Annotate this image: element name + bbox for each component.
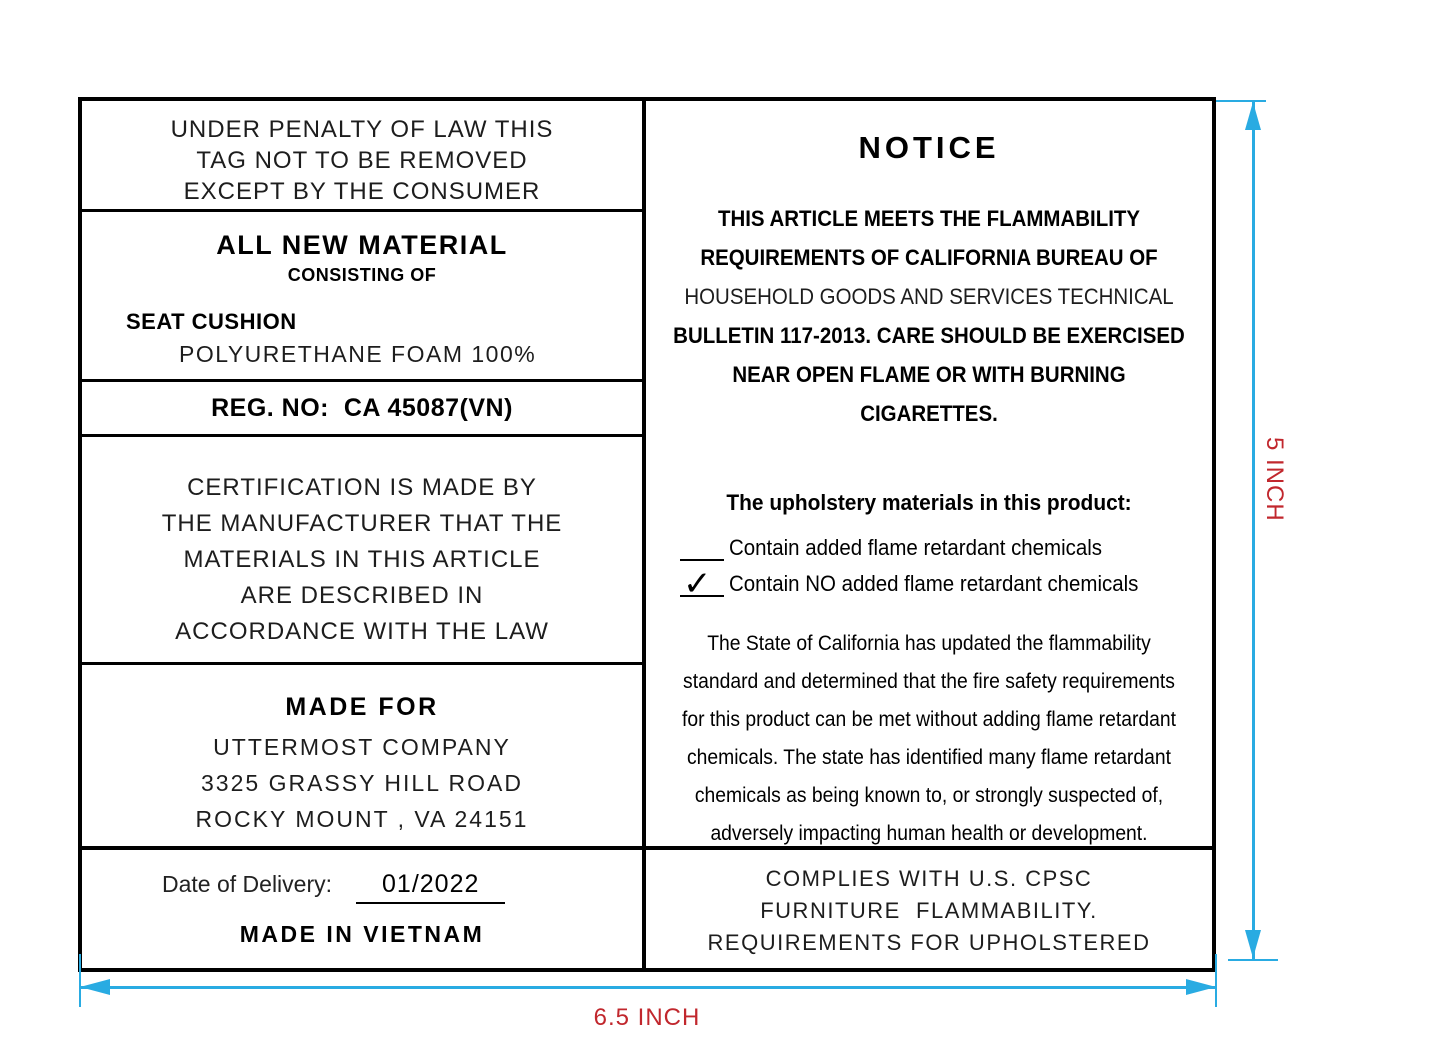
registration-section xyxy=(82,382,642,437)
left-arrow-icon xyxy=(80,979,110,995)
california-update-paragraph xyxy=(646,625,1212,853)
checkbox-blank-line xyxy=(680,564,724,604)
flammability-line: THIS ARTICLE MEETS THE FLAMMABILITY xyxy=(717,206,1141,231)
cpsc-line: FURNITURE FLAMMABILITY. xyxy=(760,898,1098,923)
upholstery-option-no-flame-retardant xyxy=(680,564,1212,604)
state-line: for this product can be met without adding flame retardant xyxy=(681,708,1177,731)
upholstery-heading: The upholstery materials in this product: xyxy=(726,490,1132,515)
certification-line: ARE DESCRIBED IN xyxy=(240,582,484,609)
delivery-date-value: 01/2022 xyxy=(356,870,505,904)
flammability-line: BULLETIN 117-2013. CARE SHOULD BE EXERCISED xyxy=(673,323,1185,348)
upholstery-option-label: Contain NO added flame retardant chemicals xyxy=(729,571,1139,596)
height-dimension-label: 5 INCH xyxy=(1261,437,1288,522)
made-for-heading: MADE FOR xyxy=(285,693,439,721)
state-line: The State of California has updated the flammability xyxy=(707,632,1151,655)
cpsc-line: COMPLIES WITH U.S. CPSC xyxy=(765,866,1093,891)
notice-section xyxy=(646,101,1212,850)
flammability-line: HOUSEHOLD GOODS AND SERVICES TECHNICAL xyxy=(684,284,1174,309)
right-arrow-icon xyxy=(1186,979,1216,995)
upholstery-option-flame-retardant xyxy=(680,532,1212,561)
material-content: POLYURETHANE FOAM 100% xyxy=(179,341,537,367)
up-arrow-icon xyxy=(1245,102,1261,130)
certification-line: THE MANUFACTURER THAT THE xyxy=(161,510,563,537)
state-line: chemicals as being known to, or strongly suspected of, xyxy=(694,784,1164,807)
state-line: chemicals. The state has identified many flame retardant xyxy=(687,746,1171,769)
upholstery-option-label: Contain added flame retardant chemicals xyxy=(729,535,1103,560)
flammability-line: REQUIREMENTS OF CALIFORNIA BUREAU OF xyxy=(700,245,1158,270)
left-column xyxy=(82,101,642,968)
state-line: standard and determined that the fire safety requirements xyxy=(683,670,1175,693)
certification-line: MATERIALS IN THIS ARTICLE xyxy=(183,546,541,573)
registration-number: REG. NO: CA 45087(VN) xyxy=(211,393,513,422)
certification-line: CERTIFICATION IS MADE BY xyxy=(187,474,537,501)
width-dimension-label: 6.5 INCH xyxy=(593,1004,701,1031)
country-of-origin: MADE IN VIETNAM xyxy=(239,921,485,947)
cpsc-line: REQUIREMENTS FOR UPHOLSTERED xyxy=(707,930,1151,955)
notice-title: NOTICE xyxy=(858,130,1000,165)
delivery-section xyxy=(82,850,642,968)
width-dimension-line xyxy=(80,986,1216,989)
company-name: UTTERMOST COMPANY xyxy=(213,734,511,760)
penalty-notice-section xyxy=(82,101,642,212)
address-line: 3325 GRASSY HILL ROAD xyxy=(201,770,523,796)
material-part: SEAT CUSHION xyxy=(126,309,297,334)
address-line: ROCKY MOUNT , VA 24151 xyxy=(195,806,529,832)
material-subheading: CONSISTING OF xyxy=(287,265,437,285)
flammability-line: NEAR OPEN FLAME OR WITH BURNING CIGARETTES. xyxy=(732,362,1126,426)
delivery-date-label: Date of Delivery: xyxy=(162,871,333,897)
height-dimension-line xyxy=(1252,101,1255,960)
state-line: adversely impacting human health or development. xyxy=(710,822,1148,845)
certification-section xyxy=(82,437,642,665)
penalty-line: EXCEPT BY THE CONSUMER xyxy=(183,178,541,205)
penalty-line: UNDER PENALTY OF LAW THIS xyxy=(170,116,554,143)
checkbox-blank-line xyxy=(680,535,724,561)
penalty-line: TAG NOT TO BE REMOVED xyxy=(196,147,528,174)
material-section xyxy=(82,212,642,382)
certification-line: ACCORDANCE WITH THE LAW xyxy=(175,618,549,645)
material-heading: ALL NEW MATERIAL xyxy=(216,230,508,260)
checkmark-icon: ✓ xyxy=(683,564,712,604)
flammability-statement xyxy=(646,199,1212,433)
right-column xyxy=(646,101,1212,968)
cpsc-compliance-section xyxy=(646,850,1212,968)
down-arrow-icon xyxy=(1245,930,1261,958)
made-for-section xyxy=(82,665,642,850)
law-label xyxy=(78,97,1216,972)
